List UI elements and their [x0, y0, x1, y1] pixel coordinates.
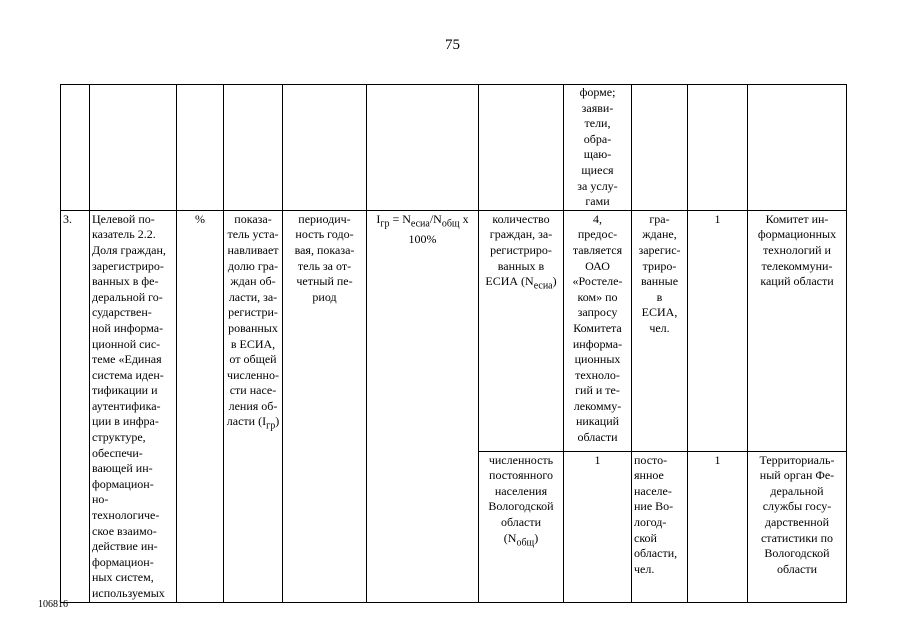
cell-empty [688, 85, 748, 211]
cell-empty [61, 85, 90, 211]
cell-row-number: 3. [61, 210, 90, 602]
cell-empty [632, 85, 688, 211]
cell-empty [479, 85, 564, 211]
table-row-indicator [61, 210, 847, 451]
cell-formula: $I_{гр} = N_{есиа}/N_{общ}$ х 100% [367, 210, 479, 602]
page-number: 75 [445, 37, 460, 53]
cell-code: 1 [688, 451, 748, 602]
table-row-top [61, 85, 847, 211]
cell-population: посто- янное населе- ние Во- логод- ской области, чел. [632, 451, 688, 602]
cell-code: 1 [688, 210, 748, 451]
cell-population: гра- ждане, зарегис- триро- ванные в ЕСИА, чел. [632, 210, 688, 451]
cell-empty [90, 85, 177, 211]
cell-responsible: Комитет ин- формационных технологий и телекоммуни- каций области [748, 210, 847, 451]
cell-empty [367, 85, 479, 211]
cell-empty [283, 85, 367, 211]
document-code: 106816 [38, 599, 68, 610]
cell-periodicity: периодич- ность годо- вая, показа- тель за от- четный пе- риод [283, 210, 367, 602]
cell-definition: показа- тель уста- навливает долю гра- ждан об- ласти, за- регистри- рованных в ЕСИА, от общей численно- сти насе- ления об- ласти $(I_{гр})$ [224, 210, 283, 602]
cell-collection-method: 1 [564, 451, 632, 602]
cell-basic-indicator: численность постоянного населения Вологодской области $(N_{общ})$ [479, 451, 564, 602]
indicator-table [60, 84, 847, 603]
cell-empty [748, 85, 847, 211]
cell-collection-method: 4, предос- тавляется ОАО «Ростеле- ком» по запросу Комитета информа- ционных техноло- гий и те- лекомму- никаций области [564, 210, 632, 451]
cell-unit: % [177, 210, 224, 602]
cell-indicator-name: Целевой по- казатель 2.2. Доля граждан, зарегистриро- ванных в фе- деральной го- сударствен- ной информа- ционной сис- теме «Единая система иден- тификации и аутентифика- ции в инфра- структуре, обеспечи- вающей ин- формацион- но- технологиче- ское взаимо- действие ин- формацион- ных систем, используемых [90, 210, 177, 602]
cell-responsible: Территориаль- ный орган Фе- деральной службы госу- дарственной статистики по Вологодской области [748, 451, 847, 602]
cell-empty [177, 85, 224, 211]
cell-population-continued: форме; заяви- тели, обра- щаю- щиеся за услу- гами [564, 85, 632, 211]
cell-empty [224, 85, 283, 211]
cell-basic-indicator: количество граждан, за- регистриро- ванных в ЕСИА $(N_{есиа})$ [479, 210, 564, 451]
